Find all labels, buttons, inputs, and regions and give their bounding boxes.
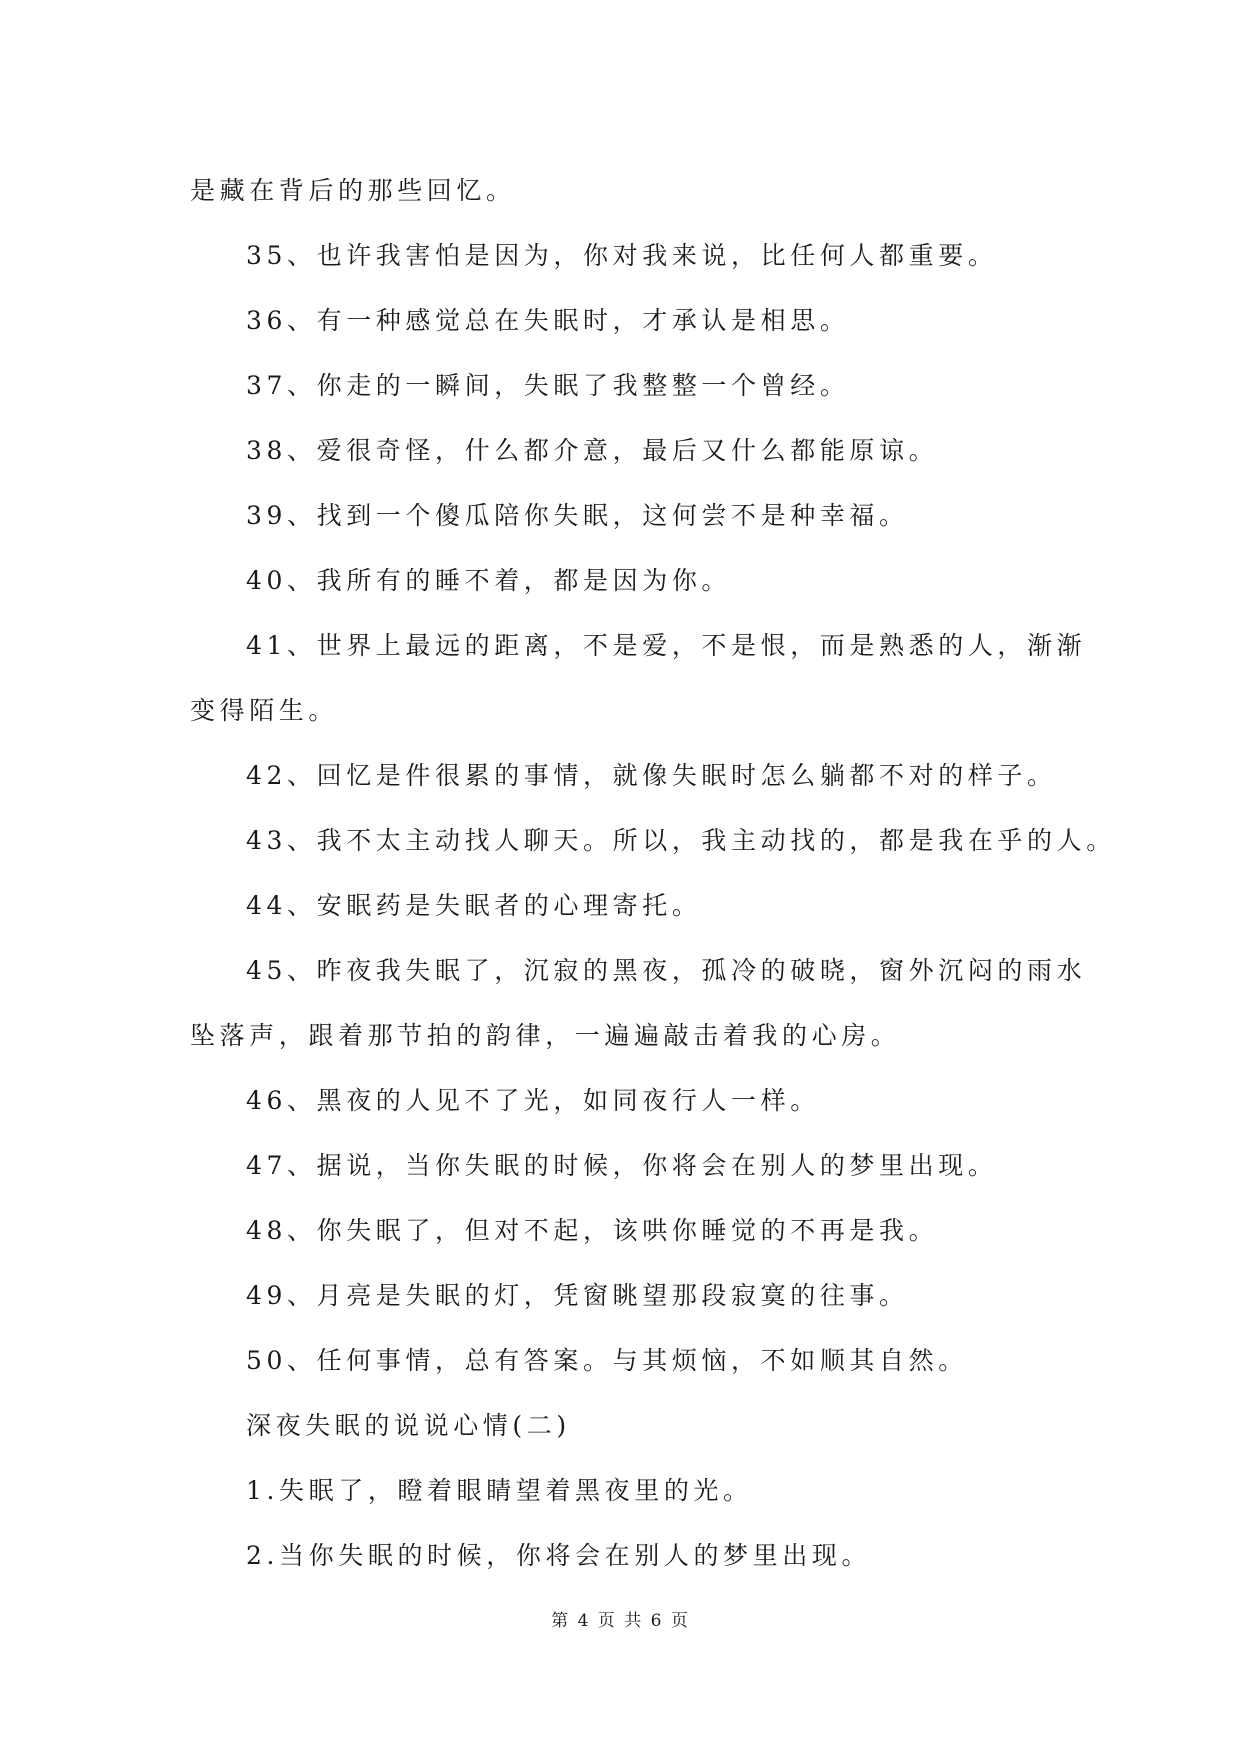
page-number-footer: 第 4 页 共 6 页 — [551, 1611, 690, 1631]
paragraph-line: 46、黑夜的人见不了光，如同夜行人一样。 — [246, 1086, 820, 1115]
paragraph-line: 44、安眠药是失眠者的心理寄托。 — [246, 891, 702, 920]
paragraph-line: 40、我所有的睡不着，都是因为你。 — [246, 566, 732, 595]
paragraph-line: 37、你走的一瞬间，失眠了我整整一个曾经。 — [246, 371, 850, 400]
paragraph-line: 49、月亮是失眠的灯，凭窗眺望那段寂寞的往事。 — [246, 1281, 909, 1310]
paragraph-line: 是藏在背后的那些回忆。 — [190, 176, 516, 205]
paragraph-line: 45、昨夜我失眠了，沉寂的黑夜，孤冷的破晓，窗外沉闷的雨水 — [246, 956, 1087, 985]
paragraph-line: 36、有一种感觉总在失眠时，才承认是相思。 — [246, 306, 850, 335]
paragraph-line: 变得陌生。 — [190, 696, 339, 725]
paragraph-line: 43、我不太主动找人聊天。所以，我主动找的，都是我在乎的人。 — [246, 826, 1116, 855]
section-heading: 深夜失眠的说说心情(二) — [246, 1411, 571, 1440]
paragraph-line: 1.失眠了，瞪着眼睛望着黑夜里的光。 — [246, 1476, 753, 1505]
paragraph-line: 38、爱很奇怪，什么都介意，最后又什么都能原谅。 — [246, 436, 939, 465]
paragraph-line: 42、回忆是件很累的事情，就像失眠时怎么躺都不对的样子。 — [246, 761, 1057, 790]
paragraph-line: 47、据说，当你失眠的时候，你将会在别人的梦里出现。 — [246, 1151, 998, 1180]
paragraph-line: 50、任何事情，总有答案。与其烦恼，不如顺其自然。 — [246, 1346, 968, 1375]
document-body — [190, 158, 1116, 1588]
paragraph-line: 坠落声，跟着那节拍的韵律，一遍遍敲击着我的心房。 — [190, 1021, 901, 1050]
paragraph-line: 48、你失眠了，但对不起，该哄你睡觉的不再是我。 — [246, 1216, 939, 1245]
paragraph-line: 2.当你失眠的时候，你将会在别人的梦里出现。 — [246, 1541, 872, 1570]
paragraph-line: 35、也许我害怕是因为，你对我来说，比任何人都重要。 — [246, 241, 998, 270]
paragraph-line: 41、世界上最远的距离，不是爱，不是恨，而是熟悉的人，渐渐 — [246, 631, 1087, 660]
paragraph-line: 39、找到一个傻瓜陪你失眠，这何尝不是种幸福。 — [246, 501, 909, 530]
